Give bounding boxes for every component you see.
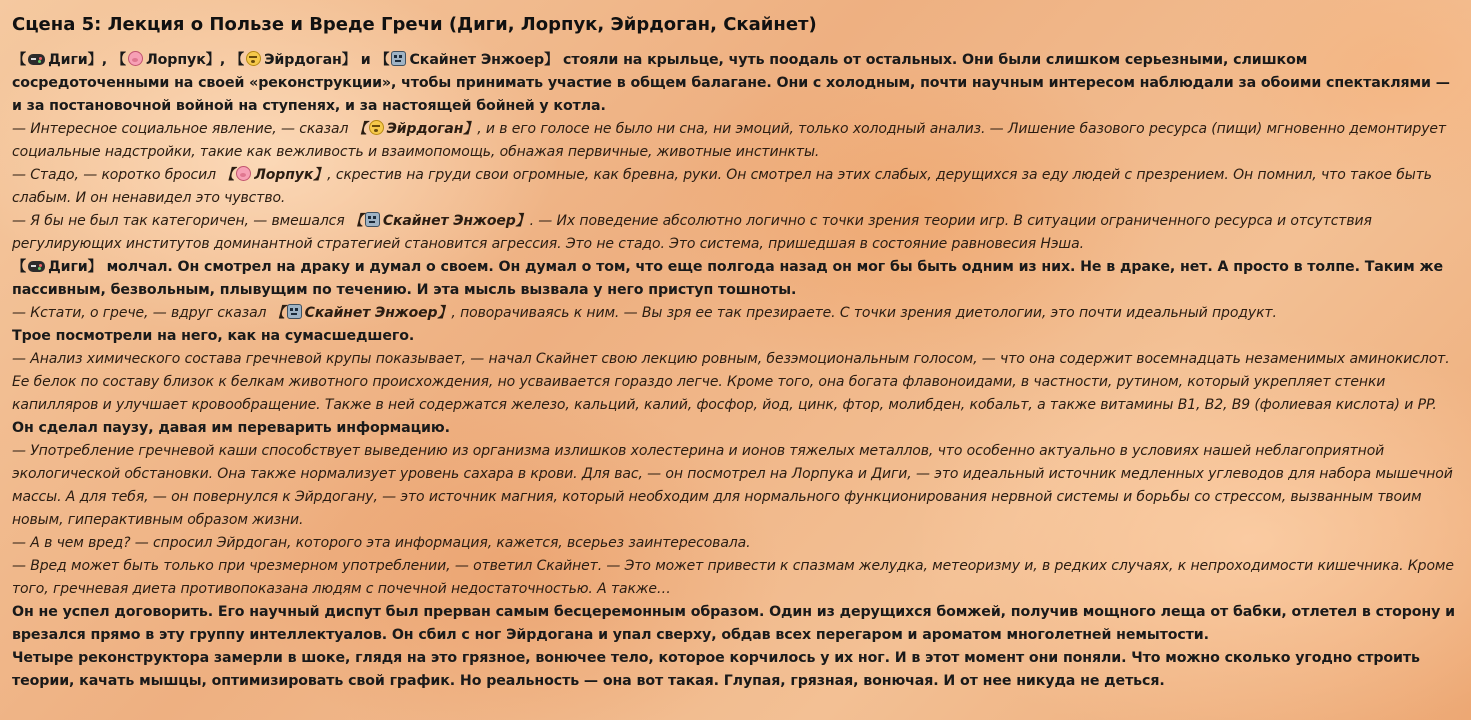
robot-face-icon [365, 212, 380, 227]
tag-lorpuk: 【 Лорпук】 [220, 167, 328, 183]
paragraph-reality: Четыре реконструктора замерли в шоке, глядя на это грязное, вонючее тело, которое корчилось у их ног. И в этот момент они поняли. Что можно сколько угодно строить теории, качать мышцы, оптимизировать свой график. Но реальность — она вот такая. Глупая, грязная, вонючая. И от нее никуда не деться. [12, 650, 1420, 689]
robot-face-icon [391, 51, 406, 66]
pig-face-icon [236, 166, 251, 181]
tag-eirdogan: 【 Эйрдоган】 [352, 121, 478, 137]
robot-face-icon [287, 304, 302, 319]
paragraph-chemical-analysis: — Анализ химического состава гречневой крупы показывает, — начал Скайнет свою лекцию ровным, безэмоциональным голосом, — что она содержит восемнадцать незаменимых аминокислот. Ее белок по составу близок к белкам животного происхождения, но усваивается гораздо легче. Кроме того, она богата флавоноидами, в частности, рутином, который укрепляет стенки капилляров и улучшает кровообращение. Также в ней содержатся железо, кальций, калий, фосфор, йод, цинк, фтор, молибден, кобальт, а также витамины B1, B2, B9 (фолиевая кислота) и PP. [12, 351, 1450, 413]
paragraph-madman-look: Трое посмотрели на него, как на сумасшедшего. [12, 328, 415, 344]
tag-lorpuk: 【 Лорпук】 [111, 52, 220, 68]
paragraph-harm-question: — А в чем вред? — спросил Эйрдоган, которого эта информация, кажется, всерьез заинтересовала. [12, 535, 751, 551]
tag-digi: 【 Диги】 [12, 52, 102, 68]
tag-skynet: 【 Скайнет Энжоер】 [375, 52, 559, 68]
gamepad-icon [28, 261, 45, 272]
tag-skynet: 【 Скайнет Энжоер】 [348, 213, 530, 229]
paragraph-skynet-buckwheat: — Кстати, о грече, — вдруг сказал 【 Скайнет Энжоер】, поворачиваясь к ним. — Вы зря ее так презираете. С точки зрения диетологии, это почти идеальный продукт. [12, 305, 1277, 321]
paragraph-skynet-game-theory: — Я бы не был так категоричен, — вмешался 【 Скайнет Энжоер】. — Их поведение абсолютно логично с точки зрения теории игр. В ситуации ограниченного ресурса и отсутствия регулирующих институтов доминантной стратегией становится агрессия. Это не стадо. Это система, пришедшая в состояние равновесия Нэша. [12, 213, 1372, 252]
paragraph-harm-answer: — Вред может быть только при чрезмерном употреблении, — ответил Скайнет. — Это может привести к спазмам желудка, метеоризму и, в редких случаях, к непроходимости кишечника. Кроме того, гречневая диета противопоказана людям с почечной недостаточностью. А также… [12, 558, 1454, 597]
pig-face-icon [128, 51, 143, 66]
paragraph-interruption: Он не успел договорить. Его научный диспут был прерван самым бесцеремонным образом. Один из дерущихся бомжей, получив мощного леща от бабки, отлетел в сторону и врезался прямо в эту группу интеллектуалов. Он сбил с ног Эйрдогана и упал сверху, обдав всех перегаром и ароматом многолетней немытости. [12, 604, 1455, 643]
paragraph-lorpuk-herd: — Стадо, — коротко бросил 【 Лорпук】, скрестив на груди свои огромные, как бревна, руки. Он смотрел на этих слабых, дерущихся за еду людей с презрением. Он помнил, что такое быть слабым. И он ненавидел это чувство. [12, 167, 1432, 206]
gamepad-icon [28, 54, 45, 65]
paragraph-pause: Он сделал паузу, давая им переварить информацию. [12, 420, 450, 436]
tag-skynet: 【 Скайнет Энжоер】 [270, 305, 452, 321]
sleepy-face-icon [246, 51, 261, 66]
paragraph-intro: 【 Диги】, 【 Лорпук】, 【 Эйрдоган】 и 【 Скайнет Энжоер】 стояли на крыльце, чуть поодаль от остальных. Они были слишком серьезными, слишком сосредоточенными на своей «реконструкции», чтобы принимать участие в общем балагане. Они с холодным, почти научным интересом наблюдали за обоими спектаклями — и за постановочной войной на ступенях, и за настоящей бойней у котла. [12, 52, 1450, 114]
paragraph-digi-silent: 【 Диги】 молчал. Он смотрел на драку и думал о своем. Он думал о том, что еще полгода назад он мог бы быть одним из них. Не в драке, нет. А просто в толпе. Таким же пассивным, безвольным, плывущим по течению. И эта мысль вызвала у него приступ тошноты. [12, 259, 1443, 298]
sleepy-face-icon [369, 120, 384, 135]
tag-eirdogan: 【 Эйрдоган】 [229, 52, 356, 68]
paragraph-benefits: — Употребление гречневой каши способствует выведению из организма излишков холестерина и ионов тяжелых металлов, что особенно актуально в условиях нашей неблагоприятной экологической обстановки. Она также нормализует уровень сахара в крови. Для вас, — он посмотрел на Лорпука и Диги, — это идеальный источник медленных углеводов для набора мышечной массы. А для тебя, — он повернулся к Эйрдогану, — это источник магния, который необходим для нормального функционирования нервной системы и борьбы со стрессом, вызванным твоим новым, гиперактивным образом жизни. [12, 443, 1453, 528]
scene-title: Сцена 5: Лекция о Пользе и Вреде Гречи (Диги, Лорпук, Эйрдоган, Скайнет) [12, 14, 817, 35]
paragraph-eirdogan-analysis: — Интересное социальное явление, — сказал 【 Эйрдоган】, и в его голосе не было ни сна, ни эмоций, только холодный анализ. — Лишение базового ресурса (пищи) мгновенно демонтирует социальные надстройки, такие как вежливость и взаимопомощь, обнажая первичные, животные инстинкты. [12, 121, 1446, 160]
tag-digi: 【 Диги】 [12, 259, 102, 275]
